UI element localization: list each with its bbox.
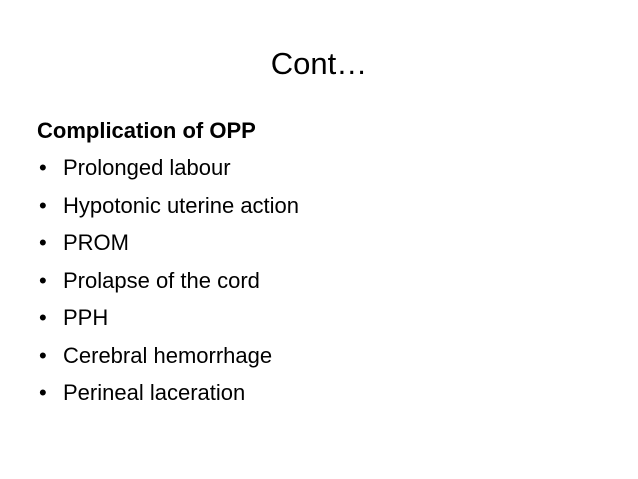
bullet-icon: • <box>39 305 47 330</box>
list-item-text: PPH <box>63 305 109 330</box>
list-item <box>37 374 597 412</box>
list-item-text: Perineal laceration <box>63 380 246 405</box>
list-item-text: PROM <box>63 230 129 255</box>
list-item <box>37 187 597 225</box>
list-item-text: Prolapse of the cord <box>63 267 260 293</box>
section-heading: Complication of OPP <box>37 118 256 143</box>
bullet-icon: • <box>39 380 47 405</box>
list-item <box>37 299 597 337</box>
bullet-icon: • <box>39 342 47 368</box>
list-item <box>37 149 597 187</box>
bullet-icon: • <box>39 267 47 293</box>
complications-list <box>37 149 597 412</box>
list-item <box>37 337 597 375</box>
list-item-text: Cerebral hemorrhage <box>63 342 273 368</box>
bullet-icon: • <box>39 192 47 218</box>
slide-content <box>37 116 597 412</box>
bullet-icon: • <box>39 230 47 255</box>
slide-title: Cont… <box>270 46 368 81</box>
list-item-text: Prolonged labour <box>63 155 231 180</box>
list-item-text: Hypotonic uterine action <box>63 192 300 218</box>
list-item <box>37 262 597 300</box>
list-item <box>37 224 597 262</box>
bullet-icon: • <box>39 155 47 180</box>
